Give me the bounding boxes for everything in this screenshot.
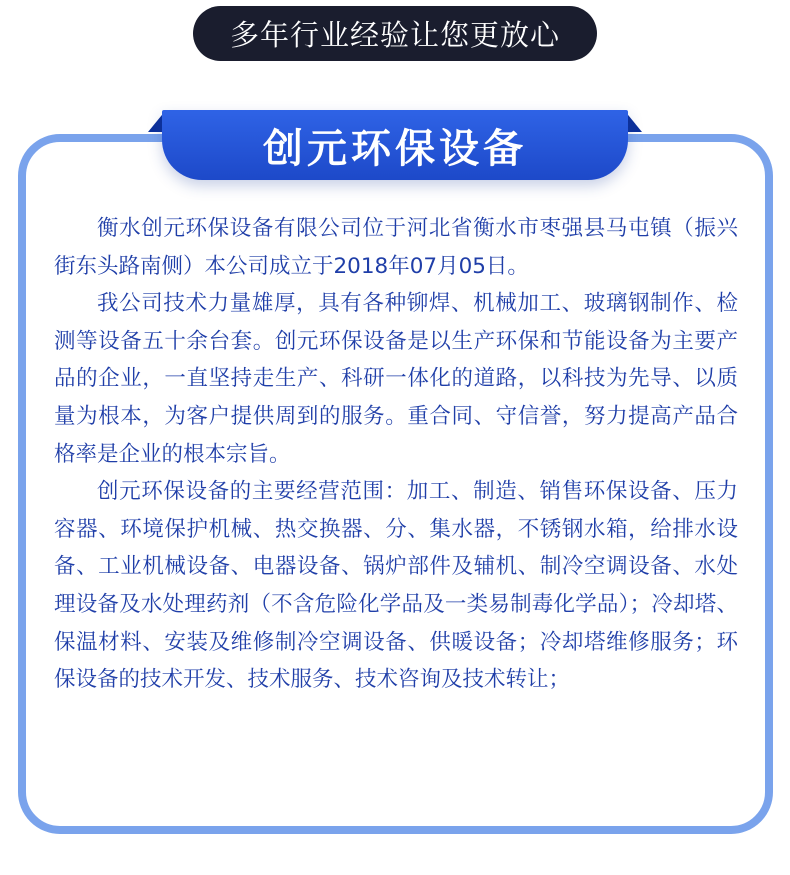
company-title: 创元环保设备 [263,125,527,172]
strength-paragraph: 我公司技术力量雄厚，具有各种铆焊、机械加工、玻璃钢制作、检测等设备五十余台套。创元环保设备是以生产环保和节能设备为主要产品的企业，一直坚持走生产、科研一体化的道路，以科技为先导、以质量为根本，为客户提供周到的服务。重合同、守信誉，努力提高产品合格率是企业的根本宗旨。 [54,291,738,467]
company-description [54,210,738,699]
banner-ribbon [162,110,628,180]
tagline-text: 多年行业经验让您更放心 [229,18,560,52]
tagline-pill [193,6,597,61]
business-scope-paragraph: 创元环保设备的主要经营范围：加工、制造、销售环保设备、压力容器、环境保护机械、热交换器、分、集水器，不锈钢水箱，给排水设备、工业机械设备、电器设备、锅炉部件及辅机、制冷空调设备、水处理设备及水处理药剂（不含危险化学品及一类易制毒化学品）；冷却塔、保温材料、安装及维修制冷空调设备、供暖设备；冷却塔维修服务；环保设备的技术开发、技术服务、技术咨询及技术转让； [54,479,738,693]
title-banner [148,110,642,180]
intro-paragraph: 衡水创元环保设备有限公司位于河北省衡水市枣强县马屯镇（振兴街东头路南侧）本公司成立于2018年07月05日。 [54,216,738,279]
